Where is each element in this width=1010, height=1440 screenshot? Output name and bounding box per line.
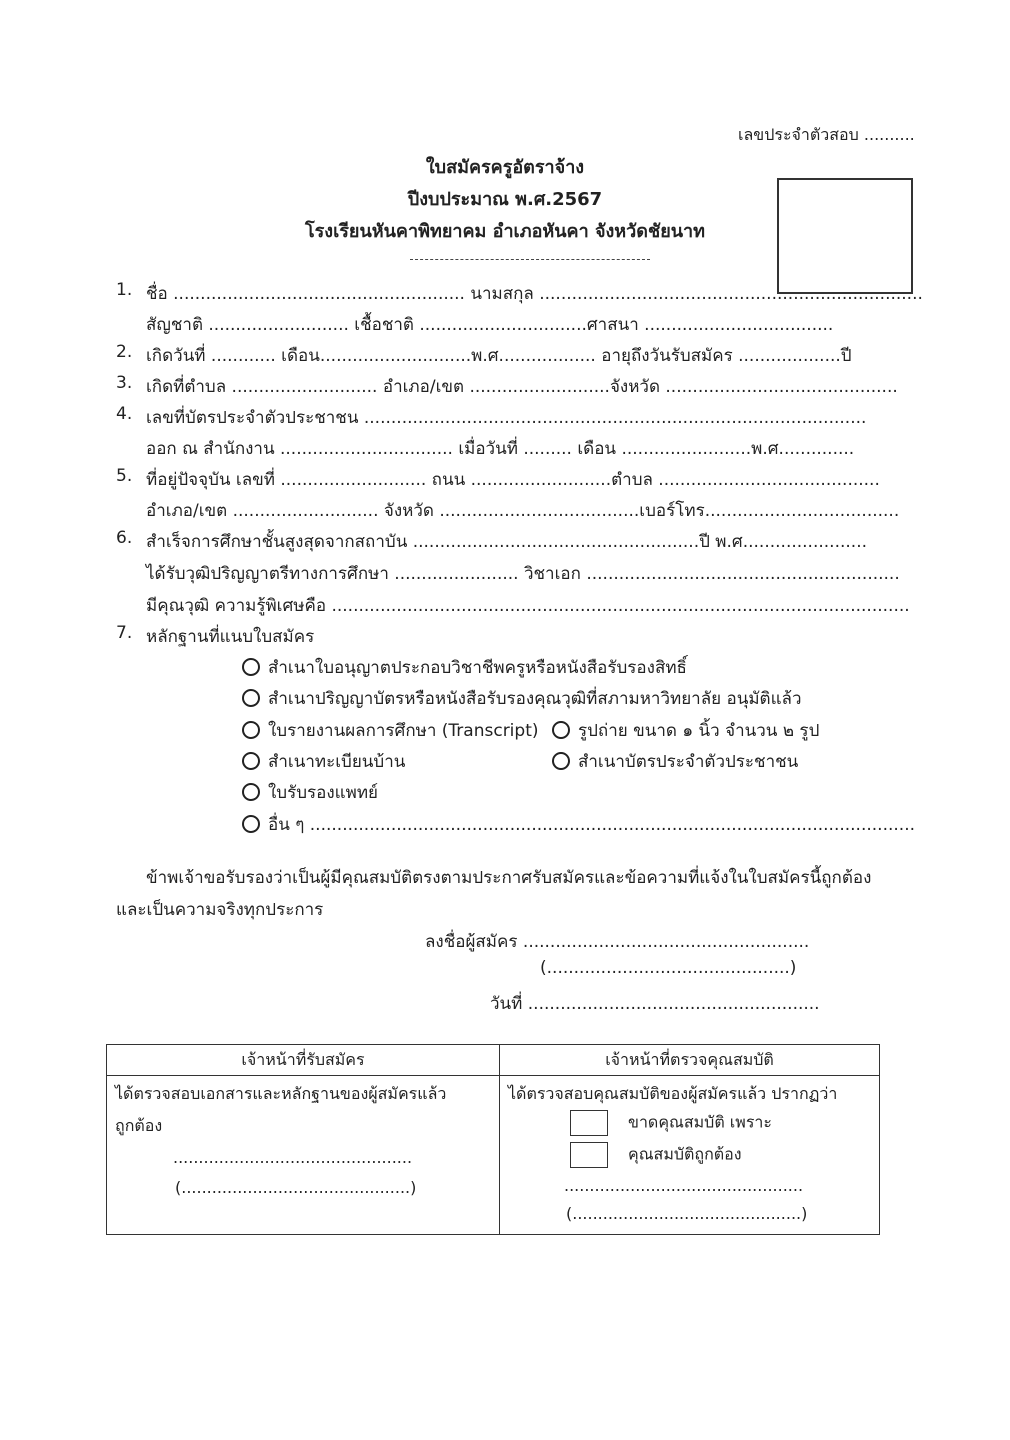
receiving-officer-text-1: ได้ตรวจสอบเอกสารและหลักฐานของผู้สมัครแล้ว — [115, 1084, 447, 1103]
item-number-7: 7. — [116, 623, 133, 643]
radio-circle-icon[interactable] — [552, 721, 570, 739]
radio-circle-icon[interactable] — [242, 689, 260, 707]
radio-circle-icon[interactable] — [242, 658, 260, 676]
doc-medical-certificate[interactable]: ใบรับรองแพทย์ — [242, 779, 378, 806]
form-subtitle: ปีงบประมาณ พ.ศ.2567 — [407, 189, 603, 210]
school-name: โรงเรียนหันคาพิทยาคม อำเภอหันคา จังหวัดชัยนาท — [304, 221, 706, 242]
doc-id-card-copy[interactable]: สำเนาบัตรประจำตัวประชาชน — [552, 748, 798, 775]
photo-box — [777, 178, 913, 294]
radio-circle-icon[interactable] — [242, 815, 260, 833]
item-number-5: 5. — [116, 466, 133, 486]
applicant-name[interactable]: (.............................................) — [540, 958, 797, 978]
item-number-2: 2. — [116, 342, 133, 362]
receiving-officer-signature[interactable]: ............................................... — [173, 1148, 413, 1167]
option-unqualified[interactable]: ขาดคุณสมบัติ เพราะ — [570, 1110, 772, 1136]
declaration-line-2: และเป็นความจริงทุกประการ — [116, 900, 324, 920]
doc-photo[interactable]: รูปถ่าย ขนาด ๑ นิ้ว จำนวน ๒ รูป — [552, 717, 819, 744]
documents-heading: หลักฐานที่แนบใบสมัคร — [146, 627, 315, 647]
checkbox-icon[interactable] — [570, 1142, 608, 1168]
qualification-officer-cell — [500, 1076, 880, 1235]
id-card-field[interactable]: เลขที่บัตรประจำตัวประชาชน ............................................................................................. — [146, 408, 867, 428]
qualification-officer-header: เจ้าหน้าที่ตรวจคุณสมบัติ — [500, 1045, 880, 1076]
address-district-field[interactable]: อำเภอ/เขต ........................... จังหวัด .....................................เบอร์โทร.................................... — [146, 501, 900, 521]
doc-other[interactable]: อื่น ๆ ................................................................................................................ — [242, 811, 910, 838]
id-issue-field[interactable]: ออก ณ สำนักงาน ................................ เมื่อวันที่ ......... เดือน ........................พ.ศ.............. — [146, 439, 855, 459]
item-number-1: 1. — [116, 280, 133, 300]
title-separator — [410, 259, 650, 260]
qualification-officer-text: ได้ตรวจสอบคุณสมบัติของผู้สมัครแล้ว ปรากฏว่า — [508, 1084, 838, 1103]
doc-transcript[interactable]: ใบรายงานผลการศึกษา (Transcript) — [242, 717, 539, 744]
form-title: ใบสมัครครูอัตราจ้าง — [425, 157, 585, 178]
education-field[interactable]: สำเร็จการศึกษาชั้นสูงสุดจากสถาบัน .....................................................ปี พ.ศ....................... — [146, 532, 867, 552]
special-qualification-field[interactable]: มีคุณวุฒิ ความรู้พิเศษคือ ........................................................................................................... — [146, 596, 910, 616]
declaration-line-1: ข้าพเจ้าขอรับรองว่าเป็นผู้มีคุณสมบัติตรงตามประกาศรับสมัครและข้อความที่แจ้งในใบสมัครนี้ถูกต้อง — [146, 868, 872, 888]
doc-house-registration[interactable]: สำเนาทะเบียนบ้าน — [242, 748, 405, 775]
item-number-4: 4. — [116, 404, 133, 424]
receiving-officer-text-2: ถูกต้อง — [115, 1116, 163, 1135]
option-qualified[interactable]: คุณสมบัติถูกต้อง — [570, 1142, 742, 1168]
receiving-officer-header: เจ้าหน้าที่รับสมัคร — [107, 1045, 500, 1076]
doc-teaching-license[interactable]: สำเนาใบอนุญาตประกอบวิชาชีพครูหรือหนังสือรับรองสิทธิ์ — [242, 654, 687, 681]
receiving-officer-name[interactable]: (.............................................) — [175, 1178, 417, 1197]
degree-field[interactable]: ได้รับวุฒิปริญญาตรีทางการศึกษา ....................... วิชาเอก .......................................................... — [146, 564, 900, 584]
qualification-officer-name[interactable]: (.............................................) — [566, 1204, 808, 1223]
exam-id-label: เลขประจำตัวสอบ .......... — [738, 125, 915, 144]
radio-circle-icon[interactable] — [242, 721, 260, 739]
birthplace-field[interactable]: เกิดที่ตำบล ........................... อำเภอ/เขต ..........................จังหวัด ........................................... — [146, 377, 898, 397]
radio-circle-icon[interactable] — [242, 783, 260, 801]
applicant-signature[interactable]: ลงชื่อผู้สมัคร ..................................................... — [425, 932, 810, 952]
radio-circle-icon[interactable] — [242, 752, 260, 770]
qualification-officer-signature[interactable]: ............................................... — [564, 1176, 804, 1195]
radio-circle-icon[interactable] — [552, 752, 570, 770]
officer-table — [106, 1044, 880, 1235]
name-field[interactable]: ชื่อ ...................................................... นามสกุล ....................................................................... — [146, 284, 923, 304]
doc-degree-certificate[interactable]: สำเนาปริญญาบัตรหรือหนังสือรับรองคุณวุฒิที่สภามหาวิทยาลัย อนุมัติแล้ว — [242, 685, 802, 712]
checkbox-icon[interactable] — [570, 1110, 608, 1136]
item-number-3: 3. — [116, 373, 133, 393]
item-number-6: 6. — [116, 528, 133, 548]
application-date[interactable]: วันที่ ...................................................... — [490, 994, 820, 1014]
birthdate-field[interactable]: เกิดวันที่ ............ เดือน............................พ.ศ.................. อายุถึงวันรับสมัคร ...................ปี — [146, 346, 852, 366]
receiving-officer-cell — [107, 1076, 500, 1235]
nationality-field[interactable]: สัญชาติ .......................... เชื้อชาติ ...............................ศาสนา ................................... — [146, 315, 834, 335]
address-field[interactable]: ที่อยู่ปัจจุบัน เลขที่ ........................... ถนน ..........................ตำบล ......................................... — [146, 470, 880, 490]
